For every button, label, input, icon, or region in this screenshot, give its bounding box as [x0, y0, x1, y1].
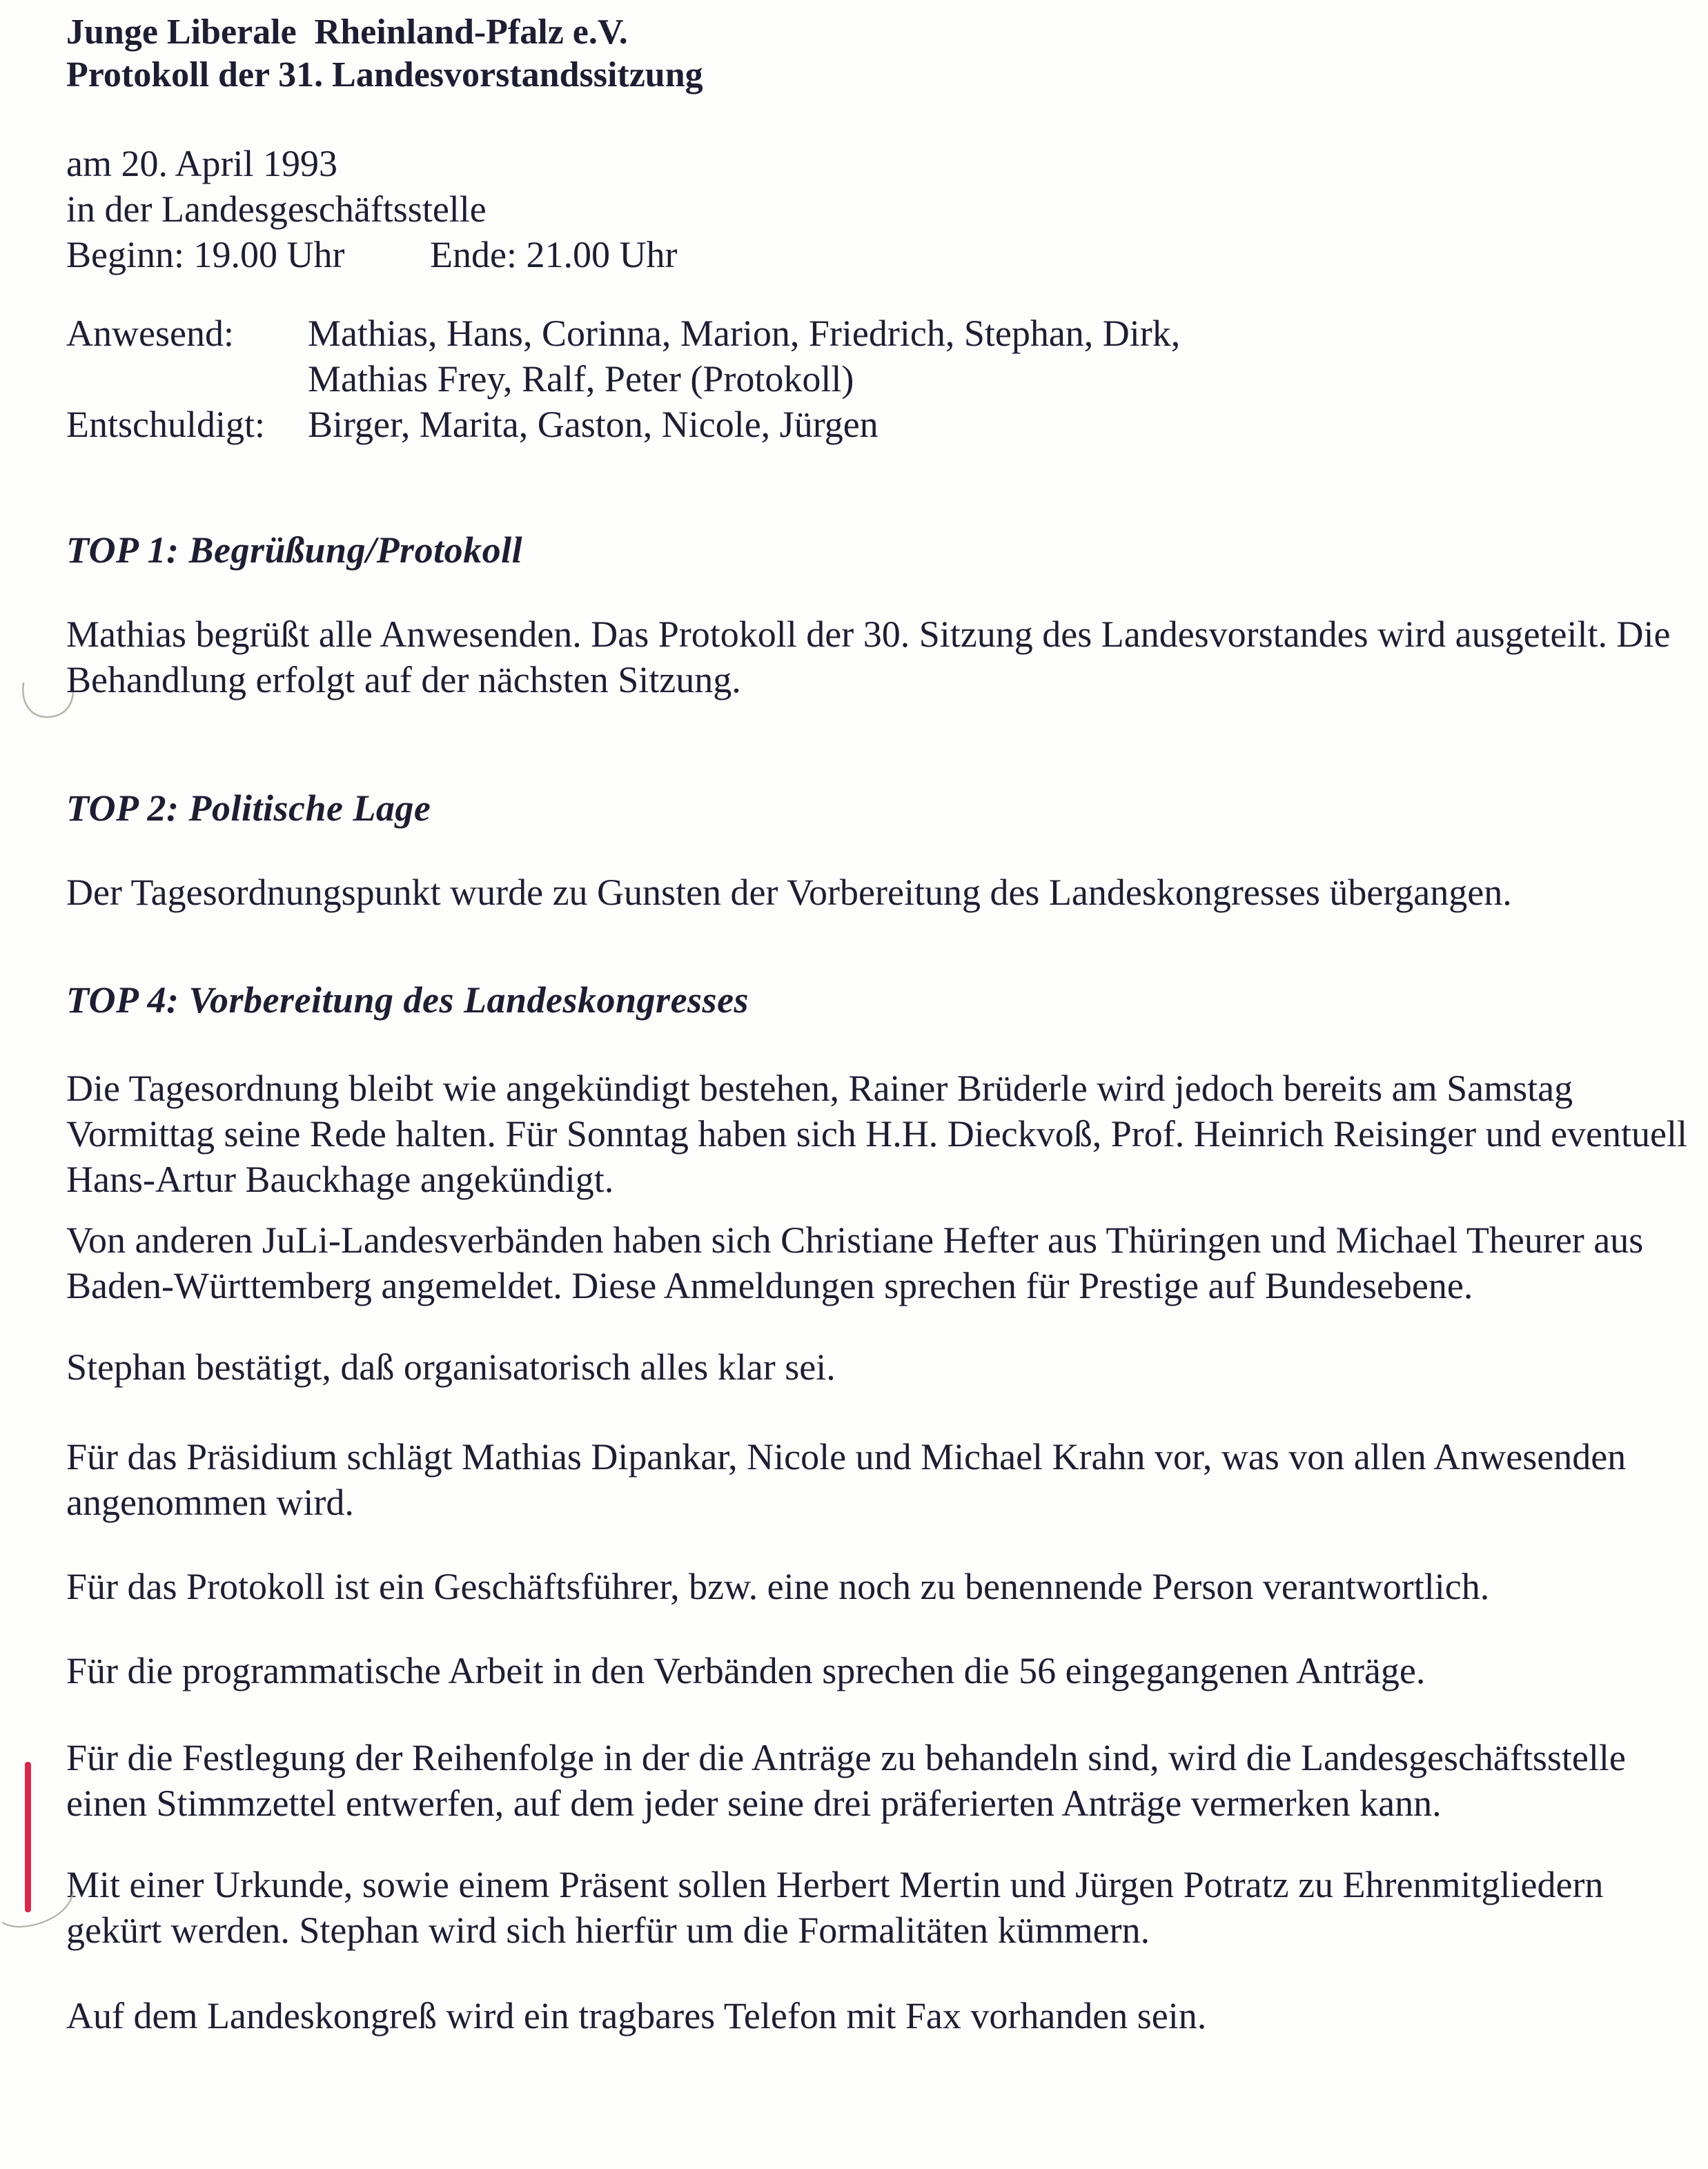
- meeting-times: [66, 232, 1688, 277]
- paragraph-top2-1: Der Tagesordnungspunkt wurde zu Gunsten der Vorbereitung des Landeskongresses übergangen.: [66, 872, 1512, 913]
- present-row-continued: [66, 356, 1688, 402]
- paragraph-top4-3: Stephan bestätigt, daß organisatorisch alles klar sei.: [66, 1346, 836, 1388]
- paragraph-top4-6: Für die programmatische Arbeit in den Verbänden sprechen die 56 eingegangenen Anträge.: [66, 1650, 1426, 1691]
- organization-name: Junge Liberale Rheinland-Pfalz e.V.: [66, 12, 628, 52]
- time-begin: Beginn: 19.00 Uhr: [66, 234, 345, 275]
- paragraph-top4-2: Von anderen JuLi-Landesverbänden haben sich Christiane Hefter aus Thüringen und Michael Theurer aus Baden-Württemberg angemeldet. Diese Anmeldungen sprechen für Prestige auf Bundesebene.: [66, 1219, 1644, 1306]
- section-heading-top1: TOP 1: Begrüßung/Protokoll: [66, 529, 523, 571]
- attendance-block: [66, 311, 1688, 447]
- present-label: Anwesend:: [66, 313, 234, 354]
- paragraph-top4-9: Auf dem Landeskongreß wird ein tragbares Telefon mit Fax vorhanden sein.: [66, 1995, 1207, 2036]
- paragraph-top1-1: Mathias begrüßt alle Anwesenden. Das Protokoll der 30. Sitzung des Landesvorstandes wird ausgeteilt. Die Behandlung erfolgt auf der nächsten Sitzung.: [66, 614, 1671, 700]
- present-row: [66, 311, 1688, 356]
- paragraph-top4-8: Mit einer Urkunde, sowie einem Präsent sollen Herbert Mertin und Jürgen Potratz zu Ehrenmitgliedern gekürt werden. Stephan wird sich hierfür um die Formalitäten kümmern.: [66, 1864, 1604, 1951]
- present-names-line2: Mathias Frey, Ralf, Peter (Protokoll): [308, 358, 854, 400]
- paragraph-top4-5: Für das Protokoll ist ein Geschäftsführer, bzw. eine noch zu benennende Person verantwortlich.: [66, 1566, 1490, 1607]
- excused-row: [66, 402, 1688, 447]
- excused-names: Birger, Marita, Gaston, Nicole, Jürgen: [308, 404, 878, 445]
- section-heading-top4: TOP 4: Vorbereitung des Landeskongresses: [66, 979, 749, 1021]
- paragraph-top4-7-marked: Für die Festlegung der Reihenfolge in der die Anträge zu behandeln sind, wird die Landesgeschäftsstelle einen Stimmzettel entwerfen, auf dem jeder seine drei präferierten Anträge vermerken kann.: [66, 1737, 1626, 1824]
- present-names-line1: Mathias, Hans, Corinna, Marion, Friedrich, Stephan, Dirk,: [308, 313, 1181, 354]
- document-body: [66, 11, 1688, 2039]
- paragraph-top4-4: Für das Präsidium schlägt Mathias Dipankar, Nicole und Michael Krahn vor, was von allen Anwesenden angenommen wird.: [66, 1436, 1627, 1523]
- meeting-location: in der Landesgeschäftsstelle: [66, 188, 487, 230]
- paragraph-top4-1: Die Tagesordnung bleibt wie angekündigt bestehen, Rainer Brüderle wird jedoch bereits am Samstag Vormittag seine Rede halten. Für Sonntag haben sich H.H. Dieckvoß, Prof. Heinrich Reisinger und eventuell Hans-Artur Bauckhage angekündigt.: [66, 1068, 1687, 1200]
- meeting-date: am 20. April 1993: [66, 143, 337, 184]
- excused-label: Entschuldigt:: [66, 404, 265, 445]
- pencil-swoosh-mark: [0, 1890, 77, 1932]
- section-heading-top2: TOP 2: Politische Lage: [66, 787, 431, 829]
- document-title: Protokoll der 31. Landesvorstandssitzung: [66, 55, 703, 95]
- pencil-arc-mark: [19, 678, 77, 723]
- time-end: Ende: 21.00 Uhr: [429, 234, 678, 275]
- meeting-meta: [66, 141, 1688, 277]
